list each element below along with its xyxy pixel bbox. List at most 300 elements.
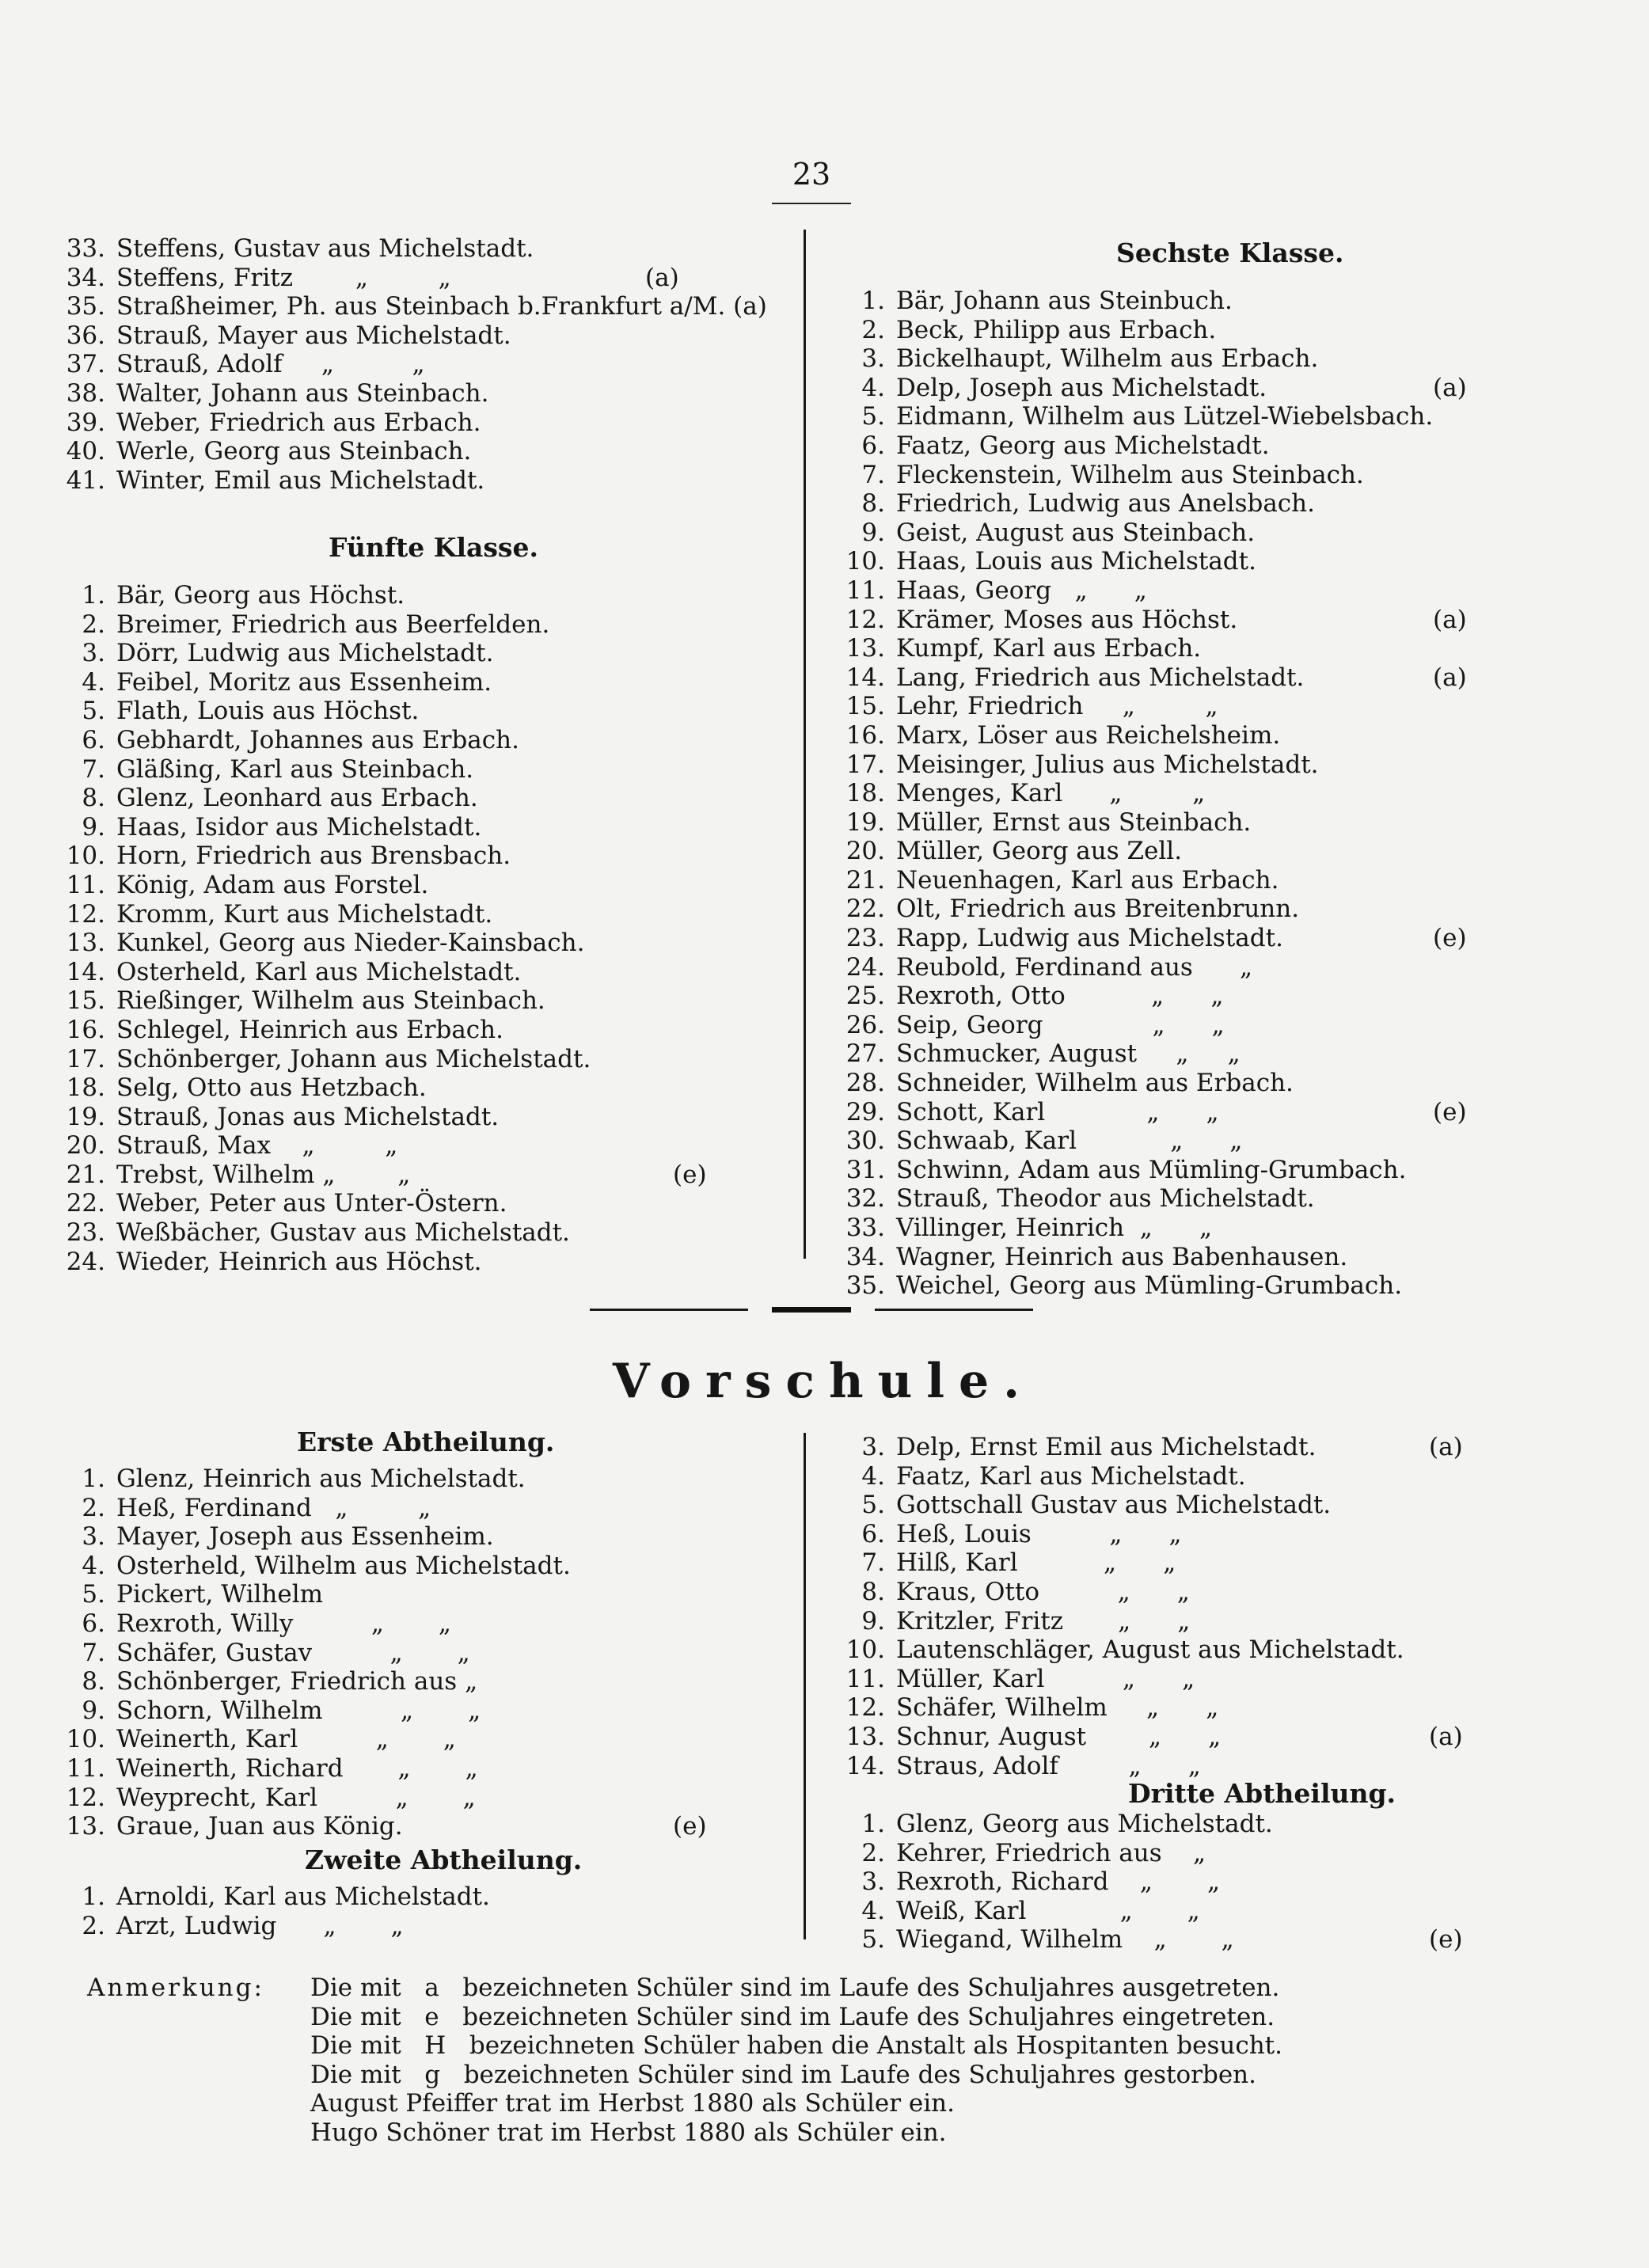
- item-number: 14.: [66, 957, 105, 986]
- page-number: 23: [792, 157, 831, 192]
- item-text: Bickelhaupt, Wilhelm aus Erbach.: [896, 344, 1319, 374]
- zweite-abtheilung-continued-list: [839, 1433, 1463, 1780]
- item-number: 1.: [82, 581, 105, 610]
- status-mark: (e): [1433, 924, 1467, 953]
- item-number: 11.: [845, 576, 885, 605]
- item-number: 5.: [82, 697, 105, 726]
- column-divider-lower: [804, 1433, 806, 1939]
- item-number: 14.: [845, 663, 885, 692]
- item-number: 12.: [845, 605, 885, 634]
- list-item: [839, 1039, 1433, 1069]
- list-item: [59, 813, 591, 842]
- list-item: [839, 1271, 1433, 1301]
- item-text: Rapp, Ludwig aus Michelstadt.: [896, 924, 1283, 953]
- heading-erste-abtheilung: Erste Abtheilung.: [297, 1427, 555, 1457]
- item-number: 6.: [861, 431, 885, 460]
- note-line: Die mit a bezeichneten Schüler sind im Laufe des Schuljahres ausgetreten.: [310, 1974, 1280, 2002]
- item-number: 31.: [845, 1155, 885, 1184]
- item-text: Faatz, Georg aus Michelstadt.: [896, 431, 1270, 460]
- item-number: 30.: [845, 1126, 885, 1156]
- list-item: [59, 900, 591, 929]
- item-number: 1.: [82, 1882, 105, 1911]
- item-text: Walter, Johann aus Steinbach.: [116, 378, 489, 408]
- list-item: [59, 1696, 571, 1726]
- item-text: Arzt, Ludwig „ „: [116, 1911, 404, 1940]
- item-number: 8.: [82, 784, 105, 813]
- divider-left: [590, 1309, 748, 1311]
- item-number: 15.: [66, 986, 105, 1016]
- item-text: Seip, Georg „ „: [896, 1010, 1225, 1039]
- item-text: Schönberger, Johann aus Michelstadt.: [116, 1044, 591, 1073]
- list-item: [59, 437, 767, 466]
- item-text: Wagner, Heinrich aus Babenhausen.: [896, 1242, 1348, 1271]
- list-item: [59, 1784, 571, 1813]
- left-column-list: [59, 234, 767, 495]
- list-item: [839, 808, 1433, 838]
- sechste-klasse-list: [839, 287, 1467, 1301]
- item-text: Graue, Juan aus König.: [116, 1812, 403, 1841]
- item-number: 3.: [861, 1867, 885, 1897]
- item-text: Weßbächer, Gustav aus Michelstadt.: [116, 1218, 570, 1248]
- list-item: [839, 1520, 1404, 1549]
- list-item: [839, 750, 1433, 780]
- item-text: Kunkel, Georg aus Nieder-Kainsbach.: [116, 929, 585, 958]
- item-text: Geist, August aus Steinbach.: [896, 518, 1256, 547]
- item-text: Kumpf, Karl aus Erbach.: [896, 634, 1202, 663]
- list-item: [59, 755, 591, 784]
- heading-zweite-abtheilung: Zweite Abtheilung.: [305, 1844, 583, 1875]
- heading-dritte-abtheilung: Dritte Abtheilung.: [1128, 1778, 1396, 1809]
- item-text: Kromm, Kurt aus Michelstadt.: [116, 899, 493, 929]
- item-text: Friedrich, Ludwig aus Anelsbach.: [896, 489, 1315, 519]
- list-item: [59, 841, 591, 871]
- item-number: 11.: [66, 1753, 105, 1783]
- item-text: Olt, Friedrich aus Breitenbrunn.: [896, 895, 1300, 924]
- item-number: 37.: [66, 350, 105, 379]
- list-item: [839, 1607, 1404, 1636]
- item-number: 3.: [82, 1522, 105, 1552]
- item-number: 29.: [845, 1097, 885, 1126]
- item-text: Rexroth, Willy „ „: [116, 1609, 451, 1638]
- item-number: 24.: [66, 1247, 105, 1276]
- item-number: 33.: [66, 234, 105, 263]
- item-text: Schäfer, Wilhelm „ „: [896, 1693, 1219, 1723]
- list-item: [59, 264, 767, 293]
- item-text: Schneider, Wilhelm aus Erbach.: [896, 1069, 1294, 1098]
- item-number: 10.: [66, 841, 105, 871]
- list-item: [59, 1882, 490, 1912]
- divider-center: [772, 1307, 851, 1313]
- item-text: Schäfer, Gustav „ „: [116, 1638, 470, 1667]
- item-number: 33.: [845, 1214, 885, 1242]
- item-text: Selg, Otto aus Hetzbach.: [116, 1073, 427, 1103]
- item-text: Bär, Johann aus Steinbuch.: [896, 287, 1233, 315]
- page-number-rule: [772, 203, 851, 204]
- item-number: 9.: [861, 1606, 885, 1635]
- status-mark: (a): [1429, 1433, 1463, 1461]
- list-item: [839, 1635, 1404, 1665]
- list-item: [839, 721, 1433, 750]
- heading-sechste-klasse: Sechste Klasse.: [1116, 237, 1344, 268]
- list-item: [839, 1069, 1433, 1098]
- list-item: [59, 1465, 571, 1494]
- item-number: 16.: [845, 720, 885, 750]
- item-text: Feibel, Moritz aus Essenheim.: [116, 667, 492, 697]
- item-text: Arnoldi, Karl aus Michelstadt.: [116, 1882, 490, 1911]
- item-number: 41.: [66, 465, 105, 495]
- item-number: 15.: [845, 692, 885, 721]
- item-number: 4.: [82, 1551, 105, 1580]
- list-item: [59, 1725, 571, 1754]
- list-item: [59, 1494, 571, 1523]
- list-item: [839, 1578, 1404, 1607]
- list-item: [59, 986, 591, 1016]
- list-item: [59, 784, 591, 813]
- list-item: [59, 1522, 571, 1552]
- item-number: 18.: [66, 1073, 105, 1103]
- item-text: Osterheld, Wilhelm aus Michelstadt.: [116, 1551, 571, 1580]
- item-number: 14.: [845, 1751, 885, 1780]
- item-text: Villinger, Heinrich „ „: [896, 1214, 1213, 1242]
- list-item: [839, 1752, 1404, 1781]
- list-item: [839, 344, 1433, 374]
- item-text: Weinerth, Richard „ „: [116, 1753, 478, 1783]
- item-text: Delp, Ernst Emil aus Michelstadt.: [896, 1433, 1317, 1461]
- list-item: [59, 1580, 571, 1609]
- item-text: Strauß, Jonas aus Michelstadt.: [116, 1102, 500, 1131]
- note-line: Die mit H bezeichneten Schüler haben die Anstalt als Hospitanten besucht.: [310, 2031, 1282, 2061]
- note-line: August Pfeiffer trat im Herbst 1880 als Schüler ein.: [310, 2089, 955, 2118]
- list-item: [839, 895, 1433, 924]
- item-text: Schmucker, August „ „: [896, 1039, 1241, 1069]
- status-mark: (e): [1433, 1097, 1467, 1126]
- item-text: Wieder, Heinrich aus Höchst.: [116, 1247, 482, 1276]
- list-item: [59, 1248, 591, 1277]
- item-text: Wiegand, Wilhelm „ „: [896, 1925, 1234, 1955]
- status-mark: (a): [1429, 1722, 1463, 1751]
- item-number: 1.: [82, 1465, 105, 1493]
- item-text: Reubold, Ferdinand aus „: [896, 952, 1253, 982]
- item-text: Flath, Louis aus Höchst.: [116, 697, 420, 726]
- status-mark: (a): [645, 263, 679, 292]
- note-line: Die mit e bezeichneten Schüler sind im Laufe des Schuljahres eingetreten.: [310, 2002, 1275, 2031]
- item-text: Strauß, Adolf „ „: [116, 350, 425, 379]
- item-number: 5.: [861, 402, 885, 431]
- status-mark: (e): [1429, 1925, 1463, 1955]
- item-text: Meisinger, Julius aus Michelstadt.: [896, 750, 1319, 779]
- item-number: 3.: [861, 1433, 885, 1461]
- item-text: Heß, Louis „ „: [896, 1519, 1182, 1548]
- list-item: [59, 1045, 591, 1074]
- item-number: 19.: [845, 807, 885, 837]
- list-item: [59, 1189, 591, 1218]
- list-item: [839, 837, 1433, 866]
- item-number: 11.: [66, 870, 105, 899]
- item-number: 24.: [845, 952, 885, 982]
- status-mark: (e): [673, 1812, 707, 1841]
- status-mark: (a): [1433, 605, 1467, 634]
- list-item: [59, 1812, 707, 1841]
- item-text: Gottschall Gustav aus Michelstadt.: [896, 1491, 1332, 1520]
- list-item: [59, 1609, 571, 1639]
- list-item: [59, 321, 767, 351]
- dritte-abtheilung-list: [839, 1810, 1463, 1955]
- item-text: Gebhardt, Johannes aus Erbach.: [116, 725, 519, 754]
- item-number: 13.: [66, 1812, 105, 1841]
- item-number: 11.: [845, 1664, 885, 1693]
- item-number: 9.: [82, 812, 105, 841]
- list-item: [839, 461, 1433, 490]
- status-mark: (e): [673, 1160, 707, 1189]
- list-item: [839, 1491, 1404, 1520]
- item-number: 19.: [66, 1102, 105, 1131]
- list-item: [839, 1693, 1404, 1723]
- item-number: 28.: [845, 1069, 885, 1098]
- list-item: [59, 292, 767, 321]
- heading-fuenfte-klasse: Fünfte Klasse.: [329, 532, 538, 563]
- item-number: 2.: [82, 1911, 105, 1940]
- item-number: 25.: [845, 982, 885, 1011]
- item-number: 27.: [845, 1039, 885, 1069]
- item-text: Schott, Karl „ „: [896, 1097, 1219, 1126]
- list-item: [59, 697, 591, 726]
- item-number: 5.: [861, 1925, 885, 1955]
- item-text: König, Adam aus Forstel.: [116, 870, 429, 899]
- item-text: Schlegel, Heinrich aus Erbach.: [116, 1015, 503, 1044]
- item-text: Straßheimer, Ph. aus Steinbach b.Frankfurt a/M. (a): [116, 292, 767, 321]
- item-number: 2.: [82, 1493, 105, 1522]
- item-number: 20.: [66, 1131, 105, 1161]
- item-text: Weber, Peter aus Unter-Östern.: [116, 1189, 507, 1218]
- item-text: Beck, Philipp aus Erbach.: [896, 315, 1217, 344]
- list-item: [839, 1156, 1433, 1185]
- list-item: [839, 489, 1433, 519]
- list-item: [839, 692, 1433, 721]
- item-number: 23.: [845, 924, 885, 953]
- item-number: 5.: [861, 1491, 885, 1520]
- list-item: [839, 1925, 1463, 1955]
- item-number: 22.: [845, 895, 885, 924]
- list-item: [839, 634, 1433, 663]
- item-text: Glenz, Leonhard aus Erbach.: [116, 784, 478, 813]
- item-text: Gläßing, Karl aus Steinbach.: [116, 754, 474, 784]
- item-text: Schwaab, Karl „ „: [896, 1126, 1243, 1156]
- list-item: [59, 1552, 571, 1581]
- item-text: Kehrer, Friedrich aus „: [896, 1838, 1206, 1867]
- list-item: [839, 1722, 1463, 1752]
- list-item: [839, 866, 1433, 895]
- item-number: 2.: [861, 1838, 885, 1867]
- item-text: Haas, Georg „ „: [896, 576, 1147, 605]
- item-number: 1.: [861, 1810, 885, 1838]
- item-number: 12.: [66, 899, 105, 929]
- item-text: Marx, Löser aus Reichelsheim.: [896, 720, 1281, 750]
- item-number: 6.: [82, 1609, 105, 1638]
- item-text: Lautenschläger, August aus Michelstadt.: [896, 1635, 1404, 1665]
- item-number: 3.: [861, 344, 885, 374]
- item-number: 13.: [845, 634, 885, 663]
- item-number: 5.: [82, 1580, 105, 1609]
- notes-lines: [310, 1974, 1282, 2148]
- item-text: Strauß, Theodor aus Michelstadt.: [896, 1184, 1315, 1214]
- item-number: 2.: [82, 610, 105, 639]
- item-number: 16.: [66, 1015, 105, 1044]
- vorschule-title: Vorschule.: [612, 1354, 1035, 1409]
- list-item: [839, 402, 1433, 431]
- item-text: Haas, Isidor aus Michelstadt.: [116, 812, 482, 841]
- list-item: [839, 924, 1467, 953]
- item-text: Steffens, Gustav aus Michelstadt.: [116, 234, 534, 263]
- list-item: [59, 234, 767, 264]
- erste-abtheilung-list: [59, 1465, 707, 1841]
- item-text: Weiß, Karl „ „: [896, 1896, 1200, 1925]
- item-text: Weinerth, Karl „ „: [116, 1725, 456, 1754]
- list-item: [839, 576, 1433, 606]
- item-number: 4.: [861, 1461, 885, 1491]
- item-text: Müller, Karl „ „: [896, 1664, 1195, 1693]
- item-number: 4.: [82, 667, 105, 697]
- item-text: Faatz, Karl aus Michelstadt.: [896, 1461, 1246, 1491]
- item-number: 36.: [66, 321, 105, 350]
- item-text: Mayer, Joseph aus Essenheim.: [116, 1522, 494, 1552]
- item-number: 40.: [66, 437, 105, 466]
- item-number: 12.: [845, 1693, 885, 1723]
- item-text: Krämer, Moses aus Höchst.: [896, 605, 1238, 634]
- item-number: 6.: [82, 725, 105, 754]
- list-item: [839, 1011, 1433, 1040]
- item-text: Schwinn, Adam aus Mümling-Grumbach.: [896, 1155, 1407, 1184]
- item-text: Fleckenstein, Wilhelm aus Steinbach.: [896, 460, 1364, 489]
- item-text: Rexroth, Richard „ „: [896, 1867, 1221, 1897]
- item-text: Osterheld, Karl aus Michelstadt.: [116, 957, 522, 986]
- item-text: Heß, Ferdinand „ „: [116, 1493, 431, 1522]
- item-text: Dörr, Ludwig aus Michelstadt.: [116, 639, 494, 668]
- item-number: 7.: [82, 1638, 105, 1667]
- item-number: 8.: [861, 1577, 885, 1606]
- list-item: [839, 547, 1433, 576]
- item-text: Weyprecht, Karl „ „: [116, 1783, 476, 1812]
- list-item: [839, 1097, 1467, 1127]
- list-item: [839, 287, 1433, 316]
- item-number: 13.: [845, 1722, 885, 1751]
- list-item: [59, 1160, 707, 1190]
- item-number: 17.: [66, 1044, 105, 1073]
- item-number: 9.: [82, 1696, 105, 1725]
- item-number: 22.: [66, 1189, 105, 1218]
- item-number: 32.: [845, 1184, 885, 1214]
- item-text: Kritzler, Fritz „ „: [896, 1606, 1191, 1635]
- item-text: Rießinger, Wilhelm aus Steinbach.: [116, 986, 545, 1016]
- item-number: 21.: [66, 1160, 105, 1189]
- list-item: [59, 929, 591, 958]
- list-item: [59, 1218, 591, 1248]
- list-item: [59, 726, 591, 755]
- item-number: 20.: [845, 837, 885, 866]
- list-item: [59, 1103, 591, 1132]
- list-item: [839, 605, 1467, 635]
- item-text: Weber, Friedrich aus Erbach.: [116, 408, 481, 437]
- zweite-abtheilung-list: [59, 1882, 490, 1940]
- item-text: Weichel, Georg aus Mümling-Grumbach.: [896, 1271, 1403, 1301]
- item-text: Strauß, Mayer aus Michelstadt.: [116, 321, 511, 350]
- item-number: 21.: [845, 865, 885, 895]
- list-item: [839, 373, 1467, 403]
- list-item: [839, 779, 1433, 808]
- list-item: [59, 1667, 571, 1696]
- item-number: 4.: [861, 373, 885, 402]
- item-number: 10.: [66, 1725, 105, 1754]
- list-item: [59, 871, 591, 900]
- list-item: [839, 1548, 1404, 1578]
- item-number: 7.: [82, 754, 105, 784]
- item-number: 38.: [66, 378, 105, 408]
- item-number: 3.: [82, 639, 105, 668]
- list-item: [59, 1073, 591, 1103]
- item-number: 26.: [845, 1010, 885, 1039]
- item-text: Trebst, Wilhelm „ „: [116, 1160, 411, 1189]
- status-mark: (a): [1433, 663, 1467, 692]
- item-text: Schnur, August „ „: [896, 1722, 1222, 1751]
- list-item: [839, 316, 1433, 345]
- item-number: 18.: [845, 779, 885, 808]
- list-item: [59, 1639, 571, 1668]
- item-text: Winter, Emil aus Michelstadt.: [116, 465, 485, 495]
- item-number: 23.: [66, 1218, 105, 1248]
- item-text: Breimer, Friedrich aus Beerfelden.: [116, 610, 550, 639]
- item-number: 8.: [82, 1667, 105, 1696]
- list-item: [839, 663, 1467, 693]
- list-item: [59, 668, 591, 697]
- list-item: [839, 1433, 1463, 1462]
- item-number: 12.: [66, 1783, 105, 1812]
- list-item: [839, 1839, 1273, 1868]
- item-text: Lang, Friedrich aus Michelstadt.: [896, 663, 1305, 692]
- item-number: 35.: [845, 1271, 885, 1301]
- note-line: Hugo Schöner trat im Herbst 1880 als Schüler ein.: [310, 2118, 947, 2147]
- item-number: 10.: [845, 547, 885, 576]
- divider-right: [875, 1309, 1033, 1311]
- list-item: [59, 350, 767, 379]
- list-item: [839, 1214, 1433, 1243]
- item-number: 9.: [861, 518, 885, 547]
- item-number: 7.: [861, 1548, 885, 1578]
- status-mark: (a): [1433, 373, 1467, 402]
- list-item: [59, 466, 767, 496]
- item-text: Eidmann, Wilhelm aus Lützel-Wiebelsbach.: [896, 402, 1434, 431]
- list-item: [839, 1462, 1404, 1491]
- item-number: 7.: [861, 460, 885, 489]
- list-item: [59, 581, 591, 610]
- list-item: [59, 958, 591, 987]
- item-number: 34.: [66, 263, 105, 292]
- item-number: 1.: [861, 287, 885, 315]
- item-number: 4.: [861, 1896, 885, 1925]
- item-number: 34.: [845, 1242, 885, 1271]
- column-divider-upper: [804, 230, 806, 1259]
- notes-label: Anmerkung:: [87, 1974, 264, 2002]
- item-text: Pickert, Wilhelm: [116, 1580, 324, 1609]
- fuenfte-klasse-list: [59, 581, 707, 1276]
- list-item: [839, 1665, 1404, 1694]
- item-text: Hilß, Karl „ „: [896, 1548, 1176, 1578]
- item-text: Bär, Georg aus Höchst.: [116, 581, 405, 610]
- item-number: 39.: [66, 408, 105, 437]
- item-text: Menges, Karl „ „: [896, 779, 1206, 808]
- list-item: [59, 639, 591, 668]
- list-item: [839, 953, 1433, 982]
- item-text: Delp, Joseph aus Michelstadt.: [896, 373, 1267, 402]
- item-text: Schönberger, Friedrich aus „: [116, 1667, 478, 1696]
